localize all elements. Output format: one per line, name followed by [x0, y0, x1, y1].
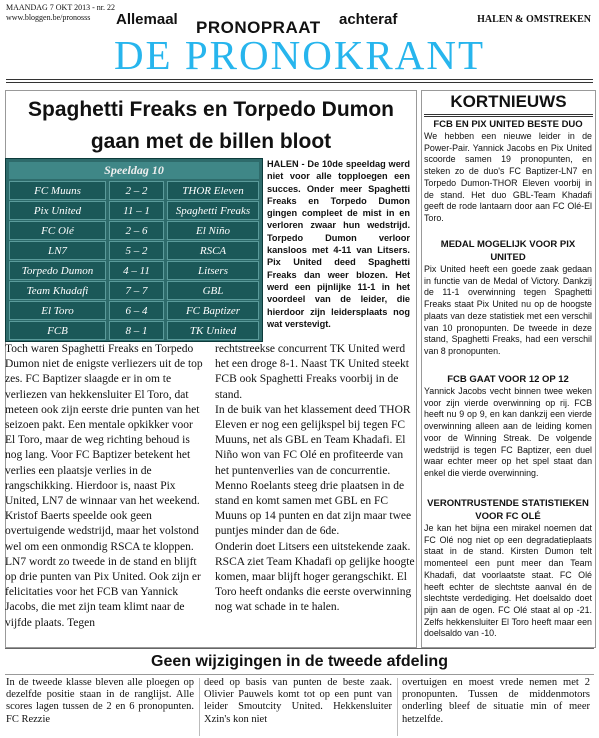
sidebar-title: KORTNIEUWS [450, 92, 567, 111]
away-team: THOR Eleven [167, 181, 259, 200]
results-table [5, 158, 263, 342]
bottom-divider [5, 648, 594, 649]
home-team: FC Muuns [9, 181, 106, 200]
sidebar-title-divider [424, 114, 593, 117]
tagline-right: achteraf [339, 11, 398, 28]
table-row [9, 261, 259, 280]
sidebar-item-heading: VERONTRUSTENDE STATISTIEKEN VOOR FC OLÉ [427, 498, 589, 522]
home-team: FCB [9, 321, 106, 340]
masthead-dateline [6, 3, 115, 23]
bottom-column-1: In de tweede klasse bleven alle ploegen op dezelfde positie staan in de ranglijst. Alle scores lagen tussen de 2 en 6 pronopunten. FC Rezzie [6, 677, 194, 725]
table-row [9, 281, 259, 300]
match-score: 4 – 11 [109, 261, 164, 280]
results-table-title: Speeldag 10 [9, 162, 259, 179]
table-row [9, 201, 259, 220]
away-team: GBL [167, 281, 259, 300]
sidebar-item [424, 373, 592, 480]
away-team: RSCA [167, 241, 259, 260]
headline-line-1: Spaghetti Freaks en Torpedo Dumon [28, 98, 394, 121]
away-team: TK United [167, 321, 259, 340]
sidebar-item [424, 118, 592, 225]
match-score: 7 – 7 [109, 281, 164, 300]
match-score: 2 – 2 [109, 181, 164, 200]
away-team: FC Baptizer [167, 301, 259, 320]
article-headline [5, 94, 417, 158]
home-team: FC Olé [9, 221, 106, 240]
bottom-headline: Geen wijzigingen in de tweede afdeling [151, 653, 448, 670]
sidebar-item-heading: MEDAL MOGELIJK VOOR PIX UNITED [440, 239, 576, 263]
tagline-left: Allemaal [116, 11, 178, 28]
column-separator [397, 678, 398, 736]
sidebar-item [424, 238, 592, 358]
bottom-column-3: overtuigen en moest vrede nemen met 2 pronopunten. Tussen de middenmotors onderling bleef de situatie min of meer hetzelfde. [402, 677, 590, 725]
article-intro: HALEN - De 10de speeldag werd niet voor alle topploegen een succes. Onder meer Spaghetti Freaks en Torpedo Dumon gingen compleet de mist in en verloren zwaar hun wedstrijd. Torpedo Dumon verloor kansloos met 4-11 van Litsers. Pix United deed Spaghetti Freaks dan weer blozen. Het werd een pijnlijke 11-1 in het voordeel van de leider, die hierdoor zijn leidersplaats nog wat verstevigt. [267, 159, 410, 329]
sidebar-item-heading: FCB GAAT VOOR 12 OP 12 [447, 374, 569, 385]
region-label: HALEN & OMSTREKEN [477, 14, 591, 25]
newspaper-title: DE PRONOKRANT [113, 32, 486, 78]
sidebar-item-body: Pix United heeft een goede zaak gedaan in functie van de Medal of Victory. Dankzij de 11-1 overwinning tegen Spaghetti Freaks staat Pix United nu op de hoogste plaats van deze statistiek met een verschil van 10 pronopunten. De tweede in deze stand, Spaghetti Freaks, had een verschil van 8 pronopunten. [424, 264, 592, 356]
home-team: El Toro [9, 301, 106, 320]
match-score: 2 – 6 [109, 221, 164, 240]
away-team: Spaghetti Freaks [167, 201, 259, 220]
home-team: Team Khadafi [9, 281, 106, 300]
away-team: Litsers [167, 261, 259, 280]
article-column-2 [215, 342, 415, 616]
blog-url: www.bloggen.be/pronosss [6, 13, 91, 22]
table-row [9, 241, 259, 260]
sidebar-item-heading: FCB EN PIX UNITED BESTE DUO [433, 119, 583, 130]
home-team: Pix United [9, 201, 106, 220]
sidebar-item-body: Yannick Jacobs vecht binnen twee weken voor zijn vierde overwinning op rij. FCB heeft nu 9 op 9, en kan dankzij een vierde overwinning alleen aan de leiding komen voor de Winning Streak. De volgende wedstrijd is tegen FC Baptizer, een duel waar echter meer op het spel staat dan enkel die vierde overwinning. [424, 386, 592, 478]
date-line: MAANDAG 7 OKT 2013 - nr. 22 [6, 3, 115, 12]
table-row [9, 181, 259, 200]
article-paragraph: rechtstreekse concurrent TK United werd het een droge 8-1. Naast TK United steekt FCB ook Spaghetti Freaks voorbij in de stand. [215, 343, 409, 401]
article-paragraph: In de buik van het klassement deed THOR Eleven er nog een gelijkspel bij tegen FC Muuns, net als GBL en Team Khadafi. El Niño won van FC Olé en profiteerde van het puntenverlies van de concurrentie. Menno Roelants steeg drie plaatsen in de stand en komt samen met GBL en FC Muuns op 14 punten en dat zijn maar twee puntjes minder dan de 6de. [215, 403, 412, 538]
table-row [9, 221, 259, 240]
match-score: 5 – 2 [109, 241, 164, 260]
sidebar-item-body: Je kan het bijna een mirakel noemen dat FC Olé nog niet op een degradatieplaats staat in de stand. Kirsten Dumon telt momenteel een punt meer dan Team Khadafi, dat voorlaatste staat. FC Olé heeft echter de slechtste aanval én de slechtste verdediging. Het doelsaldo doet pijn aan de ogen. FC Olé staat al op -21. Zelfs hekkensluiter El Toro heeft maar een doelsaldo van -10. [424, 523, 592, 639]
match-score: 8 – 1 [109, 321, 164, 340]
column-separator [199, 678, 200, 736]
article-paragraph: Onderin doet Litsers een uitstekende zaak. RSCA ziet Team Khadafi op gelijke hoogte komen, maar blijft hoger gerangschikt. El Toro heeft ondanks die eerste overwinning nog wat schade in te halen. [215, 540, 415, 614]
away-team: El Niño [167, 221, 259, 240]
home-team: Torpedo Dumon [9, 261, 106, 280]
home-team: LN7 [9, 241, 106, 260]
match-score: 6 – 4 [109, 301, 164, 320]
table-row [9, 321, 259, 340]
table-row [9, 301, 259, 320]
headline-line-2: gaan met de billen bloot [90, 130, 332, 153]
tagline-center: PRONOPRAAT [196, 18, 321, 37]
sidebar-item-body: We hebben een nieuwe leider in de Power-Pair. Yannick Jacobs en Pix United scoorde samen 19 pronopunten, en steken zo de duo's FC Baptizer-LN7 en Torpedo Dumon-THOR Eleven voorbij in de stand. Het duo GBL-Team Khadafi geeft de rode lantaarn door aan FC Olé-El Toro. [424, 131, 592, 223]
article-column-1: Toch waren Spaghetti Freaks en Torpedo Dumon niet de enigste verliezers uit de top zes. FC Baptizer slaagde er in om te verliezen van hekkensluiter El Toro, dat meteen ook zijn eerste drie punten van het seizoen pakt. Een mentale opkikker voor El Toro, maar de weg richting behoud is nog lang. Voor FC Baptizer betekent het verlies een plaatsje verlies in de rangschikking. Hierdoor is, naast Pix United, LN7 de winnaar van het weekend. Kristof Baerts speelde ook geen overtuigende wedstrijd, maar het volstond wel om een onmondig RSCA te kloppen. LN7 wordt zo tweede in de stand en blijft op drie punten van Pix United. Ook zijn er felicitaties voor het FCB van Yannick Jacobs, die met zijn team klimt naar de vijfde plaats. Tegen [5, 343, 203, 629]
sidebar-item [424, 497, 592, 640]
bottom-headline-divider [5, 674, 594, 675]
masthead-divider [6, 79, 593, 83]
bottom-column-2: deed op basis van punten de beste zaak. Olivier Pauwels komt tot op een punt van leider Smoutcity United. Hekkensluiter Xzin's kon niet [204, 677, 392, 725]
match-score: 11 – 1 [109, 201, 164, 220]
